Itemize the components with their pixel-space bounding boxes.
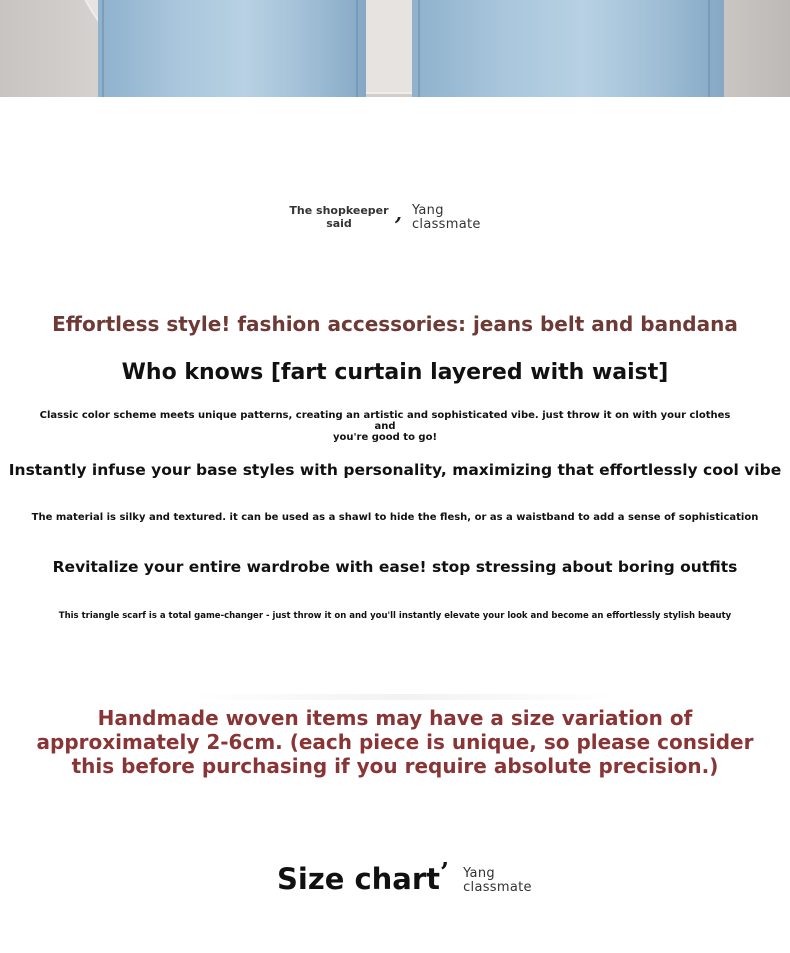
shopkeeper-signature xyxy=(289,201,481,232)
size-chart-title: Size chart xyxy=(277,862,441,896)
revitalize-heading: Revitalize your entire wardrobe with ease! stop stressing about boring outfits xyxy=(52,558,738,576)
jeans-left-leg xyxy=(98,0,366,97)
who-knows-heading: Who knows [fart curtain layered with waist] xyxy=(121,360,669,385)
signature-comma: , xyxy=(395,201,402,225)
material-text: The material is silky and textured. it can be used as a shawl to hide the flesh, or as a waistband to add a sense of sophistication xyxy=(31,512,759,523)
jeans-right-leg xyxy=(412,0,724,97)
product-photo-strip xyxy=(0,0,790,97)
signature-left-label: The shopkeeper said xyxy=(289,204,389,230)
instantly-heading: Instantly infuse your base styles with personality, maximizing that effortlessly cool vibe xyxy=(8,461,782,479)
size-chart-mark: ’ xyxy=(440,858,450,888)
size-chart-right-label: Yang classmate xyxy=(463,866,532,895)
accessories-heading: Effortless style! fashion accessories: jeans belt and bandana xyxy=(52,312,738,336)
classic-color-text: Classic color scheme meets unique patterns, creating an artistic and sophisticated vibe. just throw it on with your clothes and you're good to go! xyxy=(39,410,731,443)
signature-right-label: Yang classmate xyxy=(411,203,481,232)
size-chart-header xyxy=(277,858,532,896)
faint-reflection xyxy=(190,694,620,700)
size-variation-note: Handmade woven items may have a size variation of approximately 2-6cm. (each piece is unique, so please consider this before purchasing if you require absolute precision.) xyxy=(36,706,754,778)
triangle-scarf-text: This triangle scarf is a total game-changer - just throw it on and you'll instantly elevate your look and become an effortlessly stylish beauty xyxy=(58,611,732,621)
